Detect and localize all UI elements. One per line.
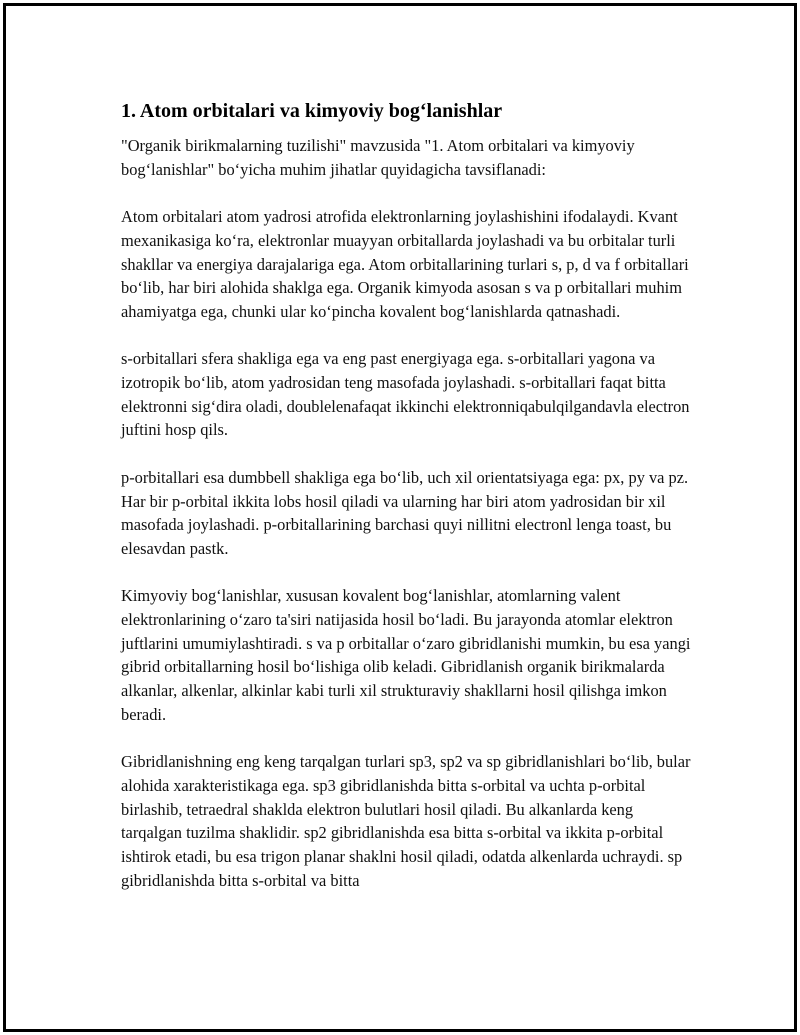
paragraph-intro: "Organik birikmalarning tuzilishi" mavzusida "1. Atom orbitalari va kimyoviy bog‘lanishlar" bo‘yicha muhim jihatlar quyidagicha tavsiflanadi: [121,136,635,179]
paragraph-hybridization: Gibridlanishning eng keng tarqalgan turlari sp3, sp2 va sp gibridlanishlari bo‘lib, bular alohida xarakteristikaga ega. sp3 gibridlanishda bitta s-orbital va uchta p-orbital birlashib, tetraedral shaklda elektron bulutlari hosil qiladi. Bu alkanlarda keng tarqalgan tuzilma shaklidir. sp2 gibridlanishda esa bitta s-orbital va ikkita p-orbital ishtirok etadi, bu esa trigon planar shaklni hosil qiladi, odatda alkenlarda uchraydi. sp gibridlanishda bitta s-orbital va bitta [121,752,691,890]
paragraph-p-orbitals: p-orbitallari esa dumbbell shakliga ega bo‘lib, uch xil orientatsiyaga ega: px, py va pz. Har bir p-orbital ikkita lobs hosil qiladi va ularning har biri atom yadrosidan bir xil masofada joylashadi. p-orbitallarining barchasi quyi nillitni electronl lenga toast, bu elesavdan pastk. [121,467,689,558]
paragraph-atom-orbitals: Atom orbitalari atom yadrosi atrofida elektronlarning joylashishini ifodalaydi. Kvant mexanikasiga ko‘ra, elektronlar muayyan orbitallarda joylashadi va bu orbitalar turli shakllar va energiya darajalariga ega. Atom orbitallarining turlari s, p, d va f orbitallari bo‘lib, har biri alohida shaklga ega. Organik kimyoda asosan s va p orbitallari muhim ahamiyatga ega, chunki ular ko‘pincha kovalent bog‘lanishlarda qatnashadi. [121,207,689,321]
page-frame [3,3,797,1032]
page-title: 1. Atom orbitalari va kimyoviy bog‘lanishlar [121,100,503,122]
document-body [121,98,696,916]
paragraph-s-orbitals: s-orbitallari sfera shakliga ega va eng past energiyaga ega. s-orbitallari yagona va izotropik bo‘lib, atom yadrosidan teng masofada joylashadi. s-orbitallari faqat bitta elektronni sig‘dira oladi, doublelenafaqat ikkinchi elektronniqabulqilgandavla electron juftini hosp qils. [121,349,690,440]
paragraph-chemical-bonds: Kimyoviy bog‘lanishlar, xususan kovalent bog‘lanishlar, atomlarning valent elektronlarining o‘zaro ta'siri natijasida hosil bo‘ladi. Bu jarayonda atomlar elektron juftlarini umumiylashtiradi. s va p orbitallar o‘zaro gibridlanishi mumkin, bu esa yangi gibrid orbitallarning hosil bo‘lishiga olib keladi. Gibridlanish organik birikmalarda alkanlar, alkenlar, alkinlar kabi turli xil strukturaviy shakllarni hosil qilishga imkon beradi. [121,586,691,724]
